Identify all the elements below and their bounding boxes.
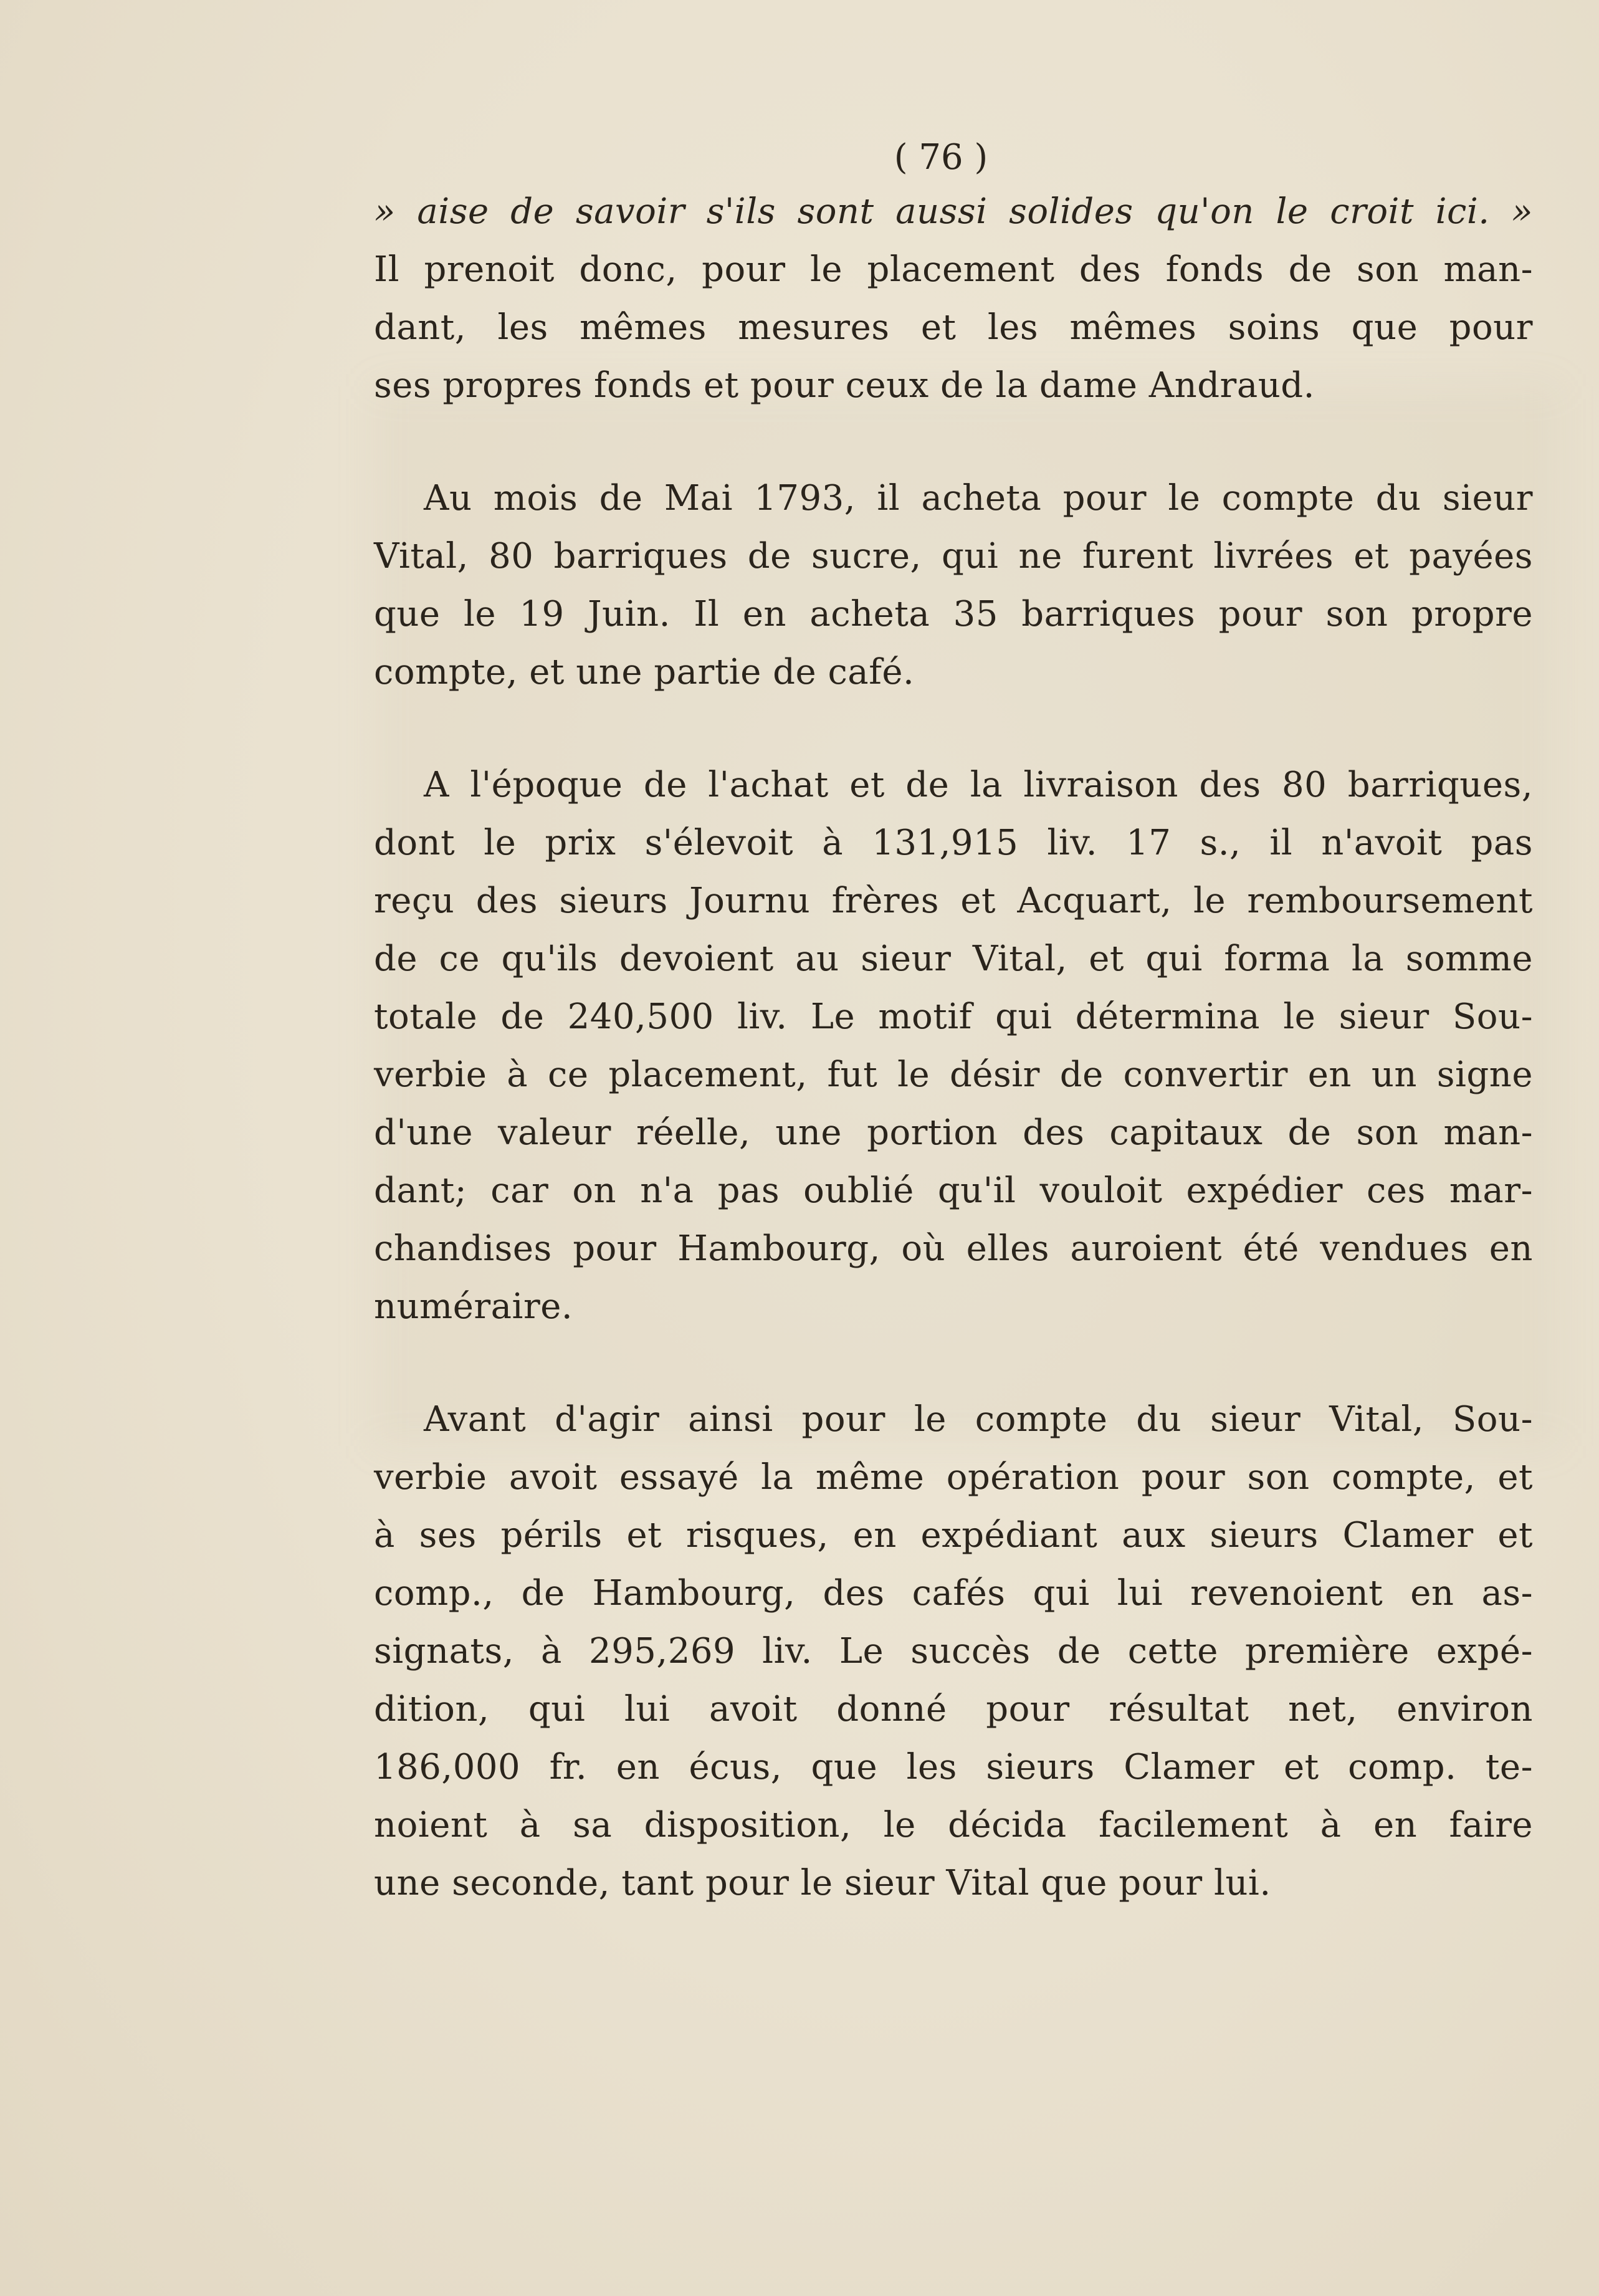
text-line: dant; car on n'a pas oublié qu'il vouloit expédier ces mar- — [374, 1170, 1533, 1211]
text-line: dont le prix s'élevoit à 131,915 liv. 17 s., il n'avoit pas — [374, 823, 1533, 863]
text-line: verbie avoit essayé la même opération pour son compte, et — [374, 1457, 1533, 1498]
text-line: Il prenoit donc, pour le placement des fonds de son man- — [374, 249, 1533, 290]
text-line: comp., de Hambourg, des cafés qui lui revenoient en as- — [374, 1573, 1533, 1614]
text-line: une seconde, tant pour le sieur Vital que pour lui. — [374, 1863, 1271, 1903]
body-text — [374, 125, 1533, 1912]
text-line: Avant d'agir ainsi pour le compte du sieur Vital, Sou- — [424, 1399, 1533, 1440]
text-line: » aise de savoir s'ils sont aussi solides qu'on le croit ici. » — [374, 191, 1533, 232]
text-line: verbie à ce placement, fut le désir de convertir en un signe — [374, 1055, 1533, 1095]
text-line: totale de 240,500 liv. Le motif qui détermina le sieur Sou- — [374, 997, 1533, 1037]
text-line: numéraire. — [374, 1286, 573, 1327]
text-line: Au mois de Mai 1793, il acheta pour le compte du sieur — [424, 478, 1533, 519]
text-line: chandises pour Hambourg, où elles auroient été vendues en — [374, 1228, 1533, 1269]
text-line: d'une valeur réelle, une portion des capitaux de son man- — [374, 1112, 1533, 1153]
text-line: A l'époque de l'achat et de la livraison des 80 barriques, — [424, 765, 1533, 805]
text-line: signats, à 295,269 liv. Le succès de cette première expé- — [374, 1631, 1533, 1672]
text-line: ses propres fonds et pour ceux de la dame Andraud. — [374, 365, 1315, 406]
text-line: Vital, 80 barriques de sucre, qui ne furent livrées et payées — [374, 536, 1533, 576]
text-line: de ce qu'ils devoient au sieur Vital, et qui forma la somme — [374, 939, 1533, 979]
text-line: 186,000 fr. en écus, que les sieurs Clamer et comp. te- — [374, 1747, 1533, 1787]
text-line: dition, qui lui avoit donné pour résultat net, environ — [374, 1689, 1533, 1729]
text-line: reçu des sieurs Journu frères et Acquart, le remboursement — [374, 881, 1533, 921]
text-line: à ses périls et risques, en expédiant aux sieurs Clamer et — [374, 1515, 1533, 1556]
text-line: noient à sa disposition, le décida facilement à en faire — [374, 1805, 1533, 1845]
text-line: compte, et une partie de café. — [374, 652, 915, 692]
text-line: que le 19 Juin. Il en acheta 35 barriques pour son propre — [374, 594, 1533, 634]
text-line: dant, les mêmes mesures et les mêmes soins que pour — [374, 307, 1533, 348]
page-number: ( 76 ) — [894, 137, 988, 178]
